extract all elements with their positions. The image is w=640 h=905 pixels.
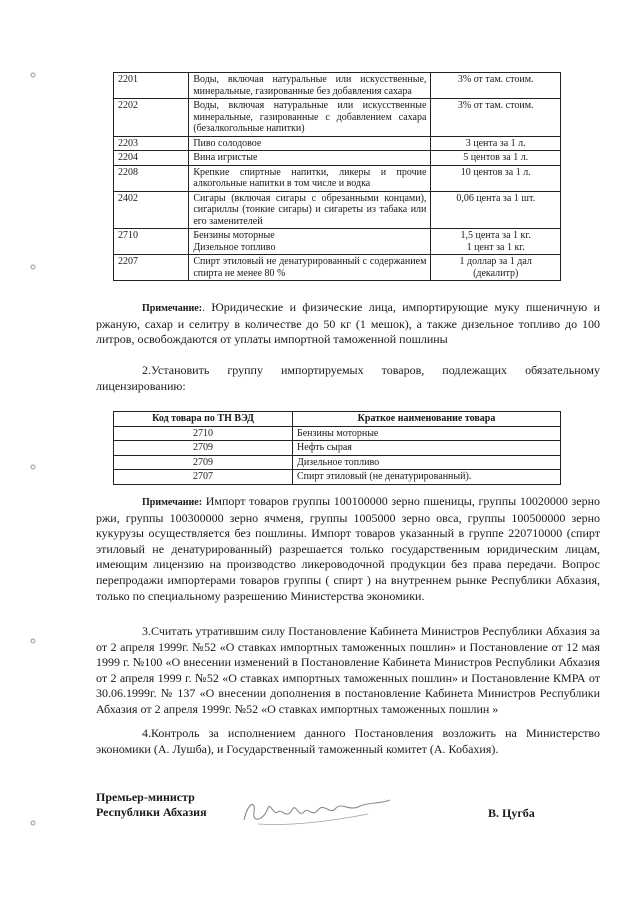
- note-1-label: Примечание:: [142, 303, 203, 314]
- licensing-row: [114, 426, 561, 441]
- licensing-cell-name: Дизельное топливо: [293, 455, 561, 470]
- rate-cell-rate: 10 центов за 1 л.: [431, 165, 561, 191]
- margin-mark-icon: [28, 70, 38, 80]
- rate-cell-desc: Бензины моторные Дизельное топливо: [189, 229, 431, 255]
- rate-cell-rate: 5 центов за 1 л.: [431, 151, 561, 166]
- licensing-table-header: [114, 412, 561, 427]
- rate-cell-code: 2710: [114, 229, 189, 255]
- rate-cell-rate: 0,06 цента за 1 шт.: [431, 191, 561, 229]
- licensing-cell-code: 2707: [114, 470, 293, 485]
- licensing-cell-code: 2709: [114, 441, 293, 456]
- rate-cell-desc: Крепкие спиртные напитки, ликеры и прочие алкогольные напитки в том числе и водка: [189, 165, 431, 191]
- rate-row: [114, 99, 561, 137]
- point-4: 4.Контроль за исполнением данного Постановления возложить на Министерство экономики (А. Лушба), и Государственный таможенный комитет (А. Кобахия).: [96, 726, 600, 756]
- rate-cell-rate: 3% от там. стоим.: [431, 99, 561, 137]
- note-2-text: Импорт товаров группы 100100000 зерно пшеницы, группы 10020000 зерно ржи, группы 100300000 зерно ячменя, группы 1005000 зерно овса, группы 100500000 зерно кукурузы осуществляется без пошлины. Импорт товаров указанный в группе 220710000 (спирт этиловый не денатурированный) разрешается только государственным юридическим лицам, имеющим лицензию на производство ликероводочной продукции без права передачи. Вопрос перепродажи импортерами товаров группы ( спирт ) на внутреннем рынке Республики Абхазия, только по специальному разрешению Министерства экономики.: [96, 494, 600, 603]
- note-1: [96, 300, 600, 348]
- signatory-name: В. Цугба: [488, 806, 535, 820]
- rate-cell-code: 2207: [114, 255, 189, 281]
- rate-cell-desc: Спирт этиловый не денатурированный с содержанием спирта не менее 80 %: [189, 255, 431, 281]
- margin-mark-icon: [28, 818, 38, 828]
- header-name: Краткое наименование товара: [293, 412, 561, 427]
- rate-cell-desc: Воды, включая натуральные или искусственные минеральные, газированные с добавлением сахара (безалкогольные напитки): [189, 99, 431, 137]
- rate-cell-code: 2203: [114, 136, 189, 151]
- note-2-label: Примечание:: [142, 497, 203, 508]
- signatory-title-line-1: Премьер-министр: [96, 790, 195, 804]
- rate-cell-desc: Сигары (включая сигары с обрезанными концами), сигариллы (тонкие сигары) и сигареты из табака или его заменителей: [189, 191, 431, 229]
- rate-row: [114, 255, 561, 281]
- rate-cell-rate: 3 цента за 1 л.: [431, 136, 561, 151]
- rate-cell-code: 2201: [114, 73, 189, 99]
- rate-cell-rate: 3% от там. стоим.: [431, 73, 561, 99]
- licensing-row: [114, 470, 561, 485]
- rate-row: [114, 73, 561, 99]
- rate-cell-code: 2208: [114, 165, 189, 191]
- rate-cell-code: 2204: [114, 151, 189, 166]
- rate-cell-desc: Пиво солодовое: [189, 136, 431, 151]
- header-code: Код товара по ТН ВЭД: [114, 412, 293, 427]
- rate-row: [114, 229, 561, 255]
- licensing-cell-name: Нефть сырая: [293, 441, 561, 456]
- margin-mark-icon: [28, 636, 38, 646]
- margin-mark-icon: [28, 262, 38, 272]
- licensing-cell-name: Бензины моторные: [293, 426, 561, 441]
- rate-cell-rate: 1 доллар за 1 дал (декалитр): [431, 255, 561, 281]
- handwritten-signature: [238, 790, 398, 830]
- rate-row: [114, 165, 561, 191]
- note-2: [96, 494, 600, 604]
- rate-row: [114, 191, 561, 229]
- licensing-row: [114, 441, 561, 456]
- rate-cell-desc: Вина игристые: [189, 151, 431, 166]
- licensing-cell-code: 2709: [114, 455, 293, 470]
- rate-row: [114, 136, 561, 151]
- note-1-text: . Юридические и физические лица, импортирующие муку пшеничную и ржаную, сахар и селитру в количестве до 50 кг (1 мешок), а также дизельное топливо до 100 литров, освобождаются от уплаты импортной таможенной пошлины: [96, 300, 600, 347]
- signatory-title: [96, 790, 207, 820]
- rate-cell-code: 2402: [114, 191, 189, 229]
- licensing-table: [113, 411, 561, 485]
- point-3: 3.Считать утратившим силу Постановление Кабинета Министров Республики Абхазия за от 2 апреля 1999г. №52 «О ставках импортных таможенных пошлин» и Постановление от 12 мая 1999 г. №100 «О внесении изменений в Постановление Кабинета Министров Республики Абхазия от 2 апреля 1999 г. №52 «О ставках импортных таможенных пошлин» и Постановление КМРА от 30.06.1999г. № 137 «О внесении дополнения в постановление Кабинета Министров Республики Абхазия от 2 апреля 1999г. №52 «О ставках импортных таможенных пошлин »: [96, 624, 600, 716]
- margin-mark-icon: [28, 462, 38, 472]
- licensing-cell-name: Спирт этиловый (не денатурированный).: [293, 470, 561, 485]
- signatory-title-line-2: Республики Абхазия: [96, 805, 207, 819]
- rate-cell-rate: 1,5 цента за 1 кг. 1 цент за 1 кг.: [431, 229, 561, 255]
- rate-cell-code: 2202: [114, 99, 189, 137]
- licensing-row: [114, 455, 561, 470]
- licensing-cell-code: 2710: [114, 426, 293, 441]
- import-rates-table: [113, 72, 561, 281]
- point-2: 2.Установить группу импортируемых товаров, подлежащих обязательному лицензированию:: [96, 363, 600, 393]
- rate-row: [114, 151, 561, 166]
- rate-cell-desc: Воды, включая натуральные или искусственные, минеральные, газированные без добавления сахара: [189, 73, 431, 99]
